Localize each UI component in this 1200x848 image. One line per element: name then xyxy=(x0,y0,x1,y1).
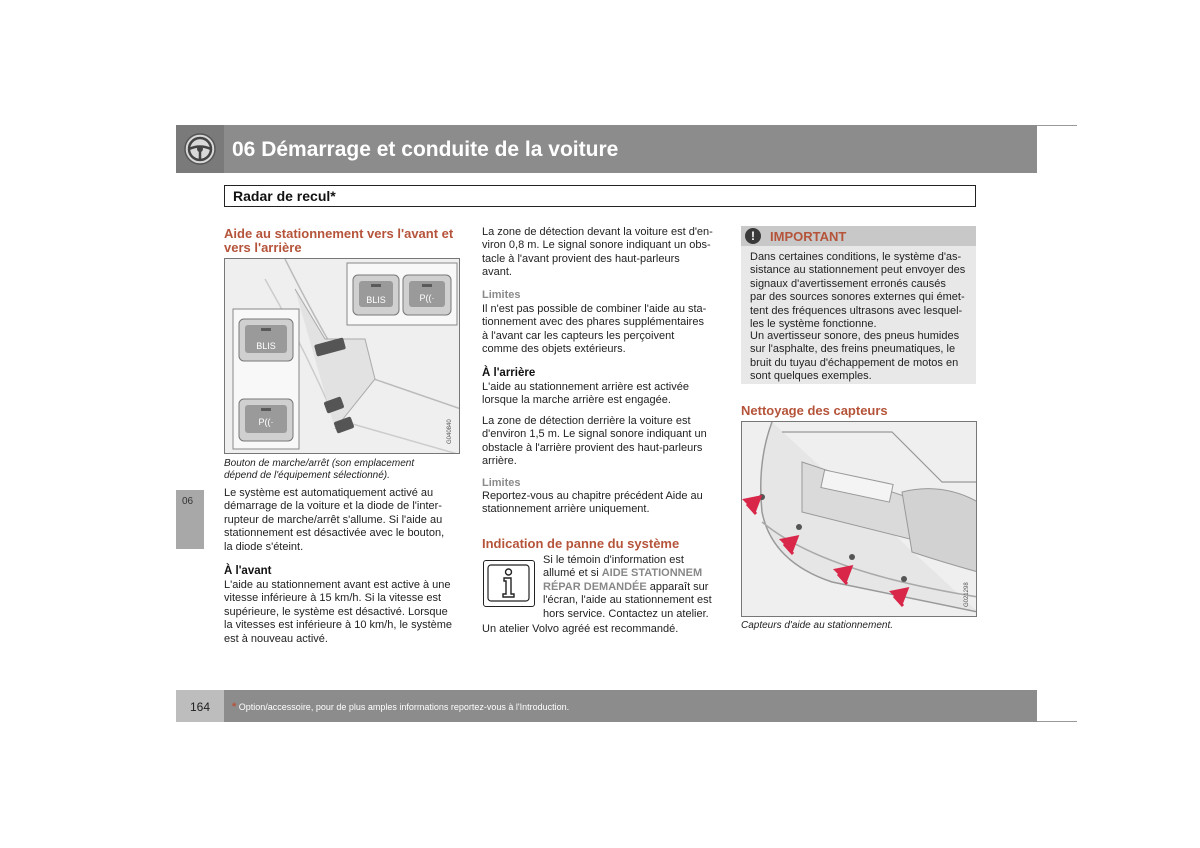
text-line: comme des objets extérieurs. xyxy=(482,343,626,356)
text-line: La zone de détection derrière la voiture est xyxy=(482,415,691,427)
text-line: arrière. xyxy=(482,455,517,468)
text-line: Dans certaines conditions, le système d'as- xyxy=(750,251,962,263)
text-line: L'aide au stationnement avant est active à une xyxy=(224,579,451,591)
text-line: Si le témoin d'information est xyxy=(543,554,684,566)
figure-code: G040840 xyxy=(447,419,453,444)
text-line: sur l'asphalte, des freins pneumatiques, le xyxy=(750,343,956,356)
col2-paragraph-3 xyxy=(482,415,722,469)
figure1-caption xyxy=(224,458,414,481)
fault-last-line: Un atelier Volvo agréé est recommandé. xyxy=(482,623,679,635)
cleaning-heading: Nettoyage des capteurs xyxy=(741,403,888,418)
text-line: sistance au stationnement peut envoyer des xyxy=(750,264,966,277)
col1-heading xyxy=(224,227,453,255)
important-box xyxy=(741,226,976,384)
park-assist-button-label-inset: P((· xyxy=(419,293,435,303)
text-segment: apparaît sur xyxy=(646,580,709,593)
header-rule xyxy=(1037,125,1077,126)
text-line: rupteur de marche/arrêt s'allume. Si l'aide au xyxy=(224,513,443,526)
text-line: Il n'est pas possible de combiner l'aide au sta- xyxy=(482,303,707,315)
text-line: d'environ 1,5 m. Le signal sonore indiquant un xyxy=(482,428,707,441)
text-line: à l'avant car les capteurs les perçoivent xyxy=(482,329,675,342)
col1-heading-line2: vers l'arrière xyxy=(224,240,302,255)
side-tab-label: 06 xyxy=(182,496,194,507)
text-line: bruit du tuyau d'échappement de motos en xyxy=(750,356,959,369)
text-line: tionnement avec des phares supplémentaires xyxy=(482,316,704,329)
important-paragraph-1 xyxy=(750,251,975,331)
text-line: stationnement arrière uniquement. xyxy=(482,503,650,516)
text-line: Le système est automatiquement activé au xyxy=(224,487,434,499)
section-title: Radar de recul* xyxy=(233,188,336,204)
page-number: 164 xyxy=(190,700,211,714)
important-paragraph-2 xyxy=(750,330,975,384)
chapter-title: 06 Démarrage et conduite de la voiture xyxy=(232,138,619,161)
col1-heading-line1: Aide au stationnement vers l'avant et xyxy=(224,226,454,241)
text-line: la vitesses est inférieure à 10 km/h, le système xyxy=(224,619,453,632)
steering-wheel-icon xyxy=(183,132,217,166)
footnote xyxy=(232,701,569,713)
col2-paragraph-1 xyxy=(482,226,722,280)
text-line: lorsque la marche arrière est engagée. xyxy=(482,394,671,407)
text-line: hors service. Contactez un atelier. xyxy=(543,607,709,620)
text-line: viron 0,8 m. Le signal sonore indiquant un obs- xyxy=(482,239,711,252)
info-icon xyxy=(483,560,535,607)
footnote-text: Option/accessoire, pour de plus amples informations reportez-vous à l'Introduction. xyxy=(236,702,570,712)
col1-paragraph-2 xyxy=(224,579,464,646)
text-line: est à nouveau activé. xyxy=(224,632,328,645)
important-label: IMPORTANT xyxy=(770,229,847,244)
footnote-star: * xyxy=(232,701,237,713)
text-line: les le système fonctionne. xyxy=(750,318,877,331)
park-assist-button-label-left: P((· xyxy=(258,417,274,427)
text-line: Reportez-vous au chapitre précédent Aide au xyxy=(482,490,703,502)
rear-bumper-illustration xyxy=(742,422,977,617)
text-line: L'aide au stationnement arrière est activée xyxy=(482,381,689,393)
col1-paragraph-1 xyxy=(224,487,464,554)
col2-paragraph-2 xyxy=(482,381,722,408)
limits-paragraph-2 xyxy=(482,490,722,517)
text-line xyxy=(543,567,723,580)
figure-code: G021298 xyxy=(964,582,970,607)
text-line: l'écran, l'aide au stationnement est xyxy=(543,594,712,607)
text-line: tent des fréquences ultrasons avec lesquel- xyxy=(750,304,963,317)
console-illustration xyxy=(225,259,460,454)
fault-heading: Indication de panne du système xyxy=(482,536,680,551)
caption-line: dépend de l'équipement sélectionné). xyxy=(224,469,390,481)
blis-button-label-inset: BLIS xyxy=(366,295,386,305)
text-line: stationnement est désactivée avec le bouton, xyxy=(224,527,445,540)
section-title-box xyxy=(224,185,976,207)
parking-button-figure xyxy=(224,258,460,454)
exclamation-icon: ! xyxy=(745,228,761,244)
chapter-side-tab xyxy=(176,490,204,549)
text-line: obstacle à l'arrière provient des haut-parleurs xyxy=(482,441,703,454)
text-line: sont quelques exemples. xyxy=(750,370,872,383)
display-message: RÉPAR DEMANDÉE xyxy=(543,580,647,593)
front-subheading: À l'avant xyxy=(224,565,272,577)
text-line: la diode s'éteint. xyxy=(224,540,304,553)
text-segment: allumé et si xyxy=(543,567,602,580)
text-line: supérieure, le système est désactivé. Lorsque xyxy=(224,605,448,618)
blis-button-label-left: BLIS xyxy=(256,341,276,351)
text-line: par des sources sonores externes qui émet- xyxy=(750,291,965,304)
limits-heading-2: Limites xyxy=(482,477,521,489)
rear-subheading: À l'arrière xyxy=(482,367,536,379)
text-line: Un avertisseur sonore, des pneus humides xyxy=(750,330,960,342)
sensors-figure xyxy=(741,421,977,617)
figure2-caption: Capteurs d'aide au stationnement. xyxy=(741,620,894,631)
text-line: La zone de détection devant la voiture est d'en- xyxy=(482,226,713,238)
fault-paragraph xyxy=(543,554,723,621)
limits-paragraph-1 xyxy=(482,303,722,357)
display-message: AIDE STATIONNEM xyxy=(601,567,703,580)
text-line xyxy=(543,581,723,594)
text-line: tacle à l'avant provient des haut-parleurs xyxy=(482,252,680,265)
text-line: vitesse inférieure à 15 km/h. Si la vitesse est xyxy=(224,592,442,605)
text-line: démarrage de la voiture et la diode de l'inter- xyxy=(224,500,442,513)
caption-line: Bouton de marche/arrêt (son emplacement xyxy=(224,458,415,469)
text-line: avant. xyxy=(482,266,512,279)
footer-rule xyxy=(1037,721,1077,722)
text-line: signaux d'avertissement erronés causés xyxy=(750,277,946,290)
limits-heading-1: Limites xyxy=(482,289,521,301)
important-header xyxy=(741,226,976,246)
